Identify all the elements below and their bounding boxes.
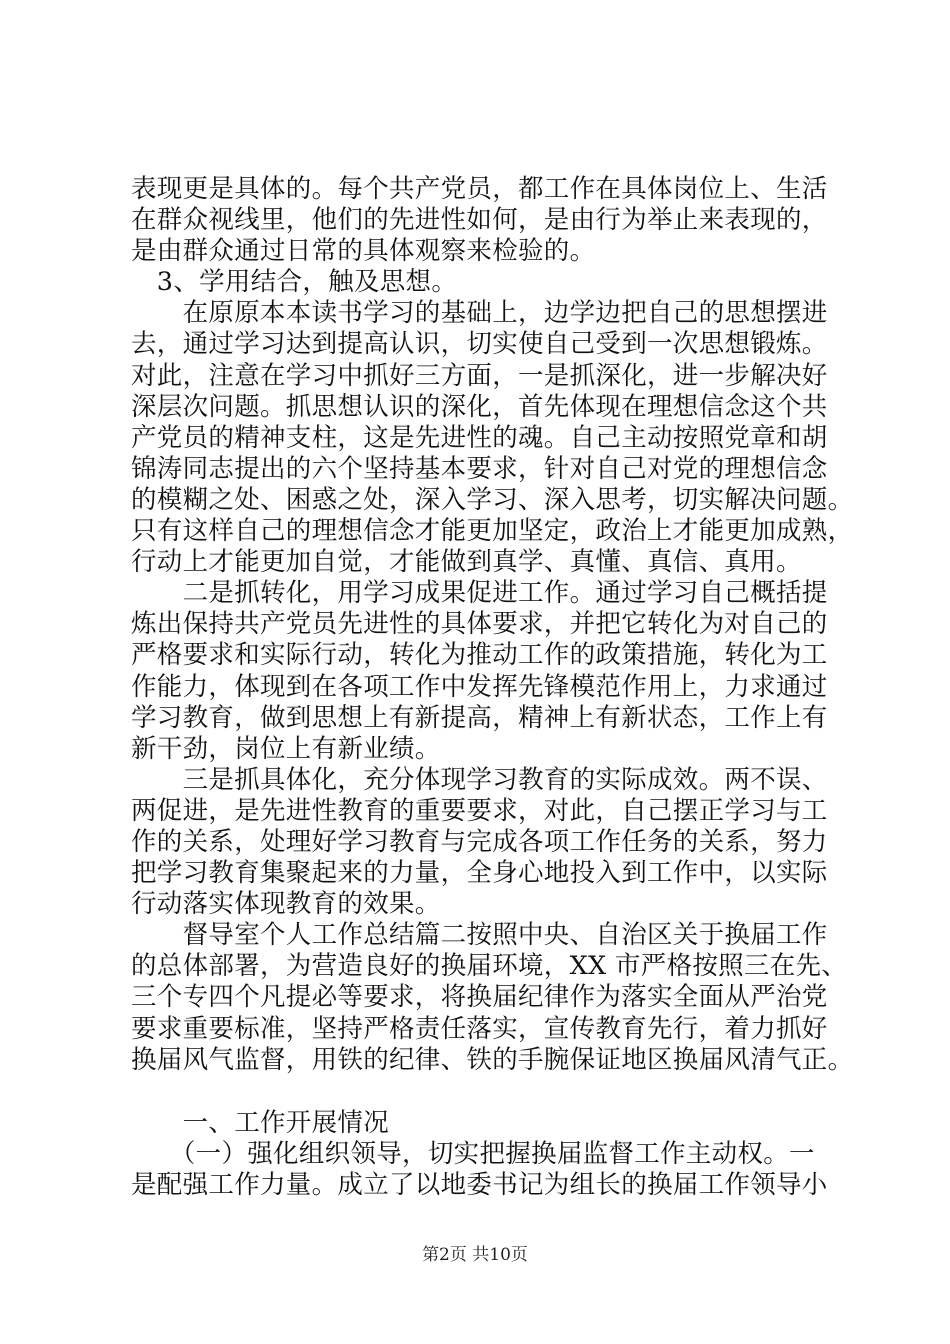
text-line: 新干劲，岗位上有新业绩。 <box>131 733 441 764</box>
text-line: 把学习教育集聚起来的力量，全身心地投入到工作中，以实际 <box>131 858 828 889</box>
section-heading: 一、工作开展情况 <box>131 1107 390 1138</box>
text-line: 要求重要标准，坚持严格责任落实，宣传教育先行，着力抓好 <box>131 1013 828 1044</box>
text-line: 锦涛同志提出的六个坚持基本要求，针对自己对党的理想信念 <box>131 453 828 484</box>
text-line: 3、学用结合，触及思想。 <box>131 267 458 298</box>
text-line: 作的关系，处理好学习教育与完成各项工作任务的关系，努力 <box>131 826 828 857</box>
page-number-label: 第2页 共10页 <box>422 1245 528 1265</box>
text-line: 是由群众通过日常的具体观察来检验的。 <box>131 236 596 267</box>
text-line: 行动落实体现教育的效果。 <box>131 889 441 920</box>
text-line: 行动上才能更加自觉，才能做到真学、真懂、真信、真用。 <box>131 547 802 578</box>
text-line: 是配强工作力量。成立了以地委书记为组长的换届工作领导小 <box>131 1169 828 1200</box>
text-line: 表现更是具体的。每个共产党员，都工作在具体岗位上、生活 <box>131 174 828 204</box>
text-line: 两促进，是先进性教育的重要要求，对此，自己摆正学习与工 <box>131 795 828 826</box>
text-line: 二是抓转化，用学习成果促进工作。通过学习自己概括提 <box>131 578 828 609</box>
text-line: 深层次问题。抓思想认识的深化，首先体现在理想信念这个共 <box>131 391 828 422</box>
text-line: （一）强化组织领导，切实把握换届监督工作主动权。一 <box>131 1138 815 1169</box>
text-line: 三个专四个凡提必等要求，将换届纪律作为落实全面从严治党 <box>131 982 828 1013</box>
text-line: 炼出保持共产党员先进性的具体要求，并把它转化为对自己的 <box>131 609 828 640</box>
text-line: 在原原本本读书学习的基础上，边学边把自己的思想摆进 <box>131 298 828 329</box>
page-footer <box>0 1240 950 1265</box>
text-line: 产党员的精神支柱，这是先进性的魂。自己主动按照党章和胡 <box>131 422 828 453</box>
text-line: 在群众视线里，他们的先进性如何，是由行为举止来表现的， <box>131 205 828 236</box>
text-line: 只有这样自己的理想信念才能更加坚定，政治上才能更加成熟， <box>131 516 854 547</box>
text-line: 三是抓具体化，充分体现学习教育的实际成效。两不误、 <box>131 764 828 795</box>
text-line: 督导室个人工作总结篇二按照中央、自治区关于换届工作 <box>131 920 828 951</box>
text-line: 对此，注意在学习中抓好三方面，一是抓深化，进一步解决好 <box>131 360 828 391</box>
document-body <box>131 174 854 1201</box>
text-line: 的总体部署，为营造良好的换届环境，XX 市严格按照三在先、 <box>131 951 848 982</box>
text-line: 严格要求和实际行动，转化为推动工作的政策措施，转化为工 <box>131 640 828 671</box>
text-line: 去，通过学习达到提高认识，切实使自己受到一次思想锻炼。 <box>131 329 828 360</box>
text-line: 作能力，体现到在各项工作中发挥先锋模范作用上，力求通过 <box>131 671 828 702</box>
text-line: 的模糊之处、困惑之处，深入学习、深入思考，切实解决问题。 <box>131 484 854 515</box>
text-line: 学习教育，做到思想上有新提高，精神上有新状态，工作上有 <box>131 702 828 733</box>
text-line: 换届风气监督，用铁的纪律、铁的手腕保证地区换届风清气正。 <box>131 1044 854 1075</box>
